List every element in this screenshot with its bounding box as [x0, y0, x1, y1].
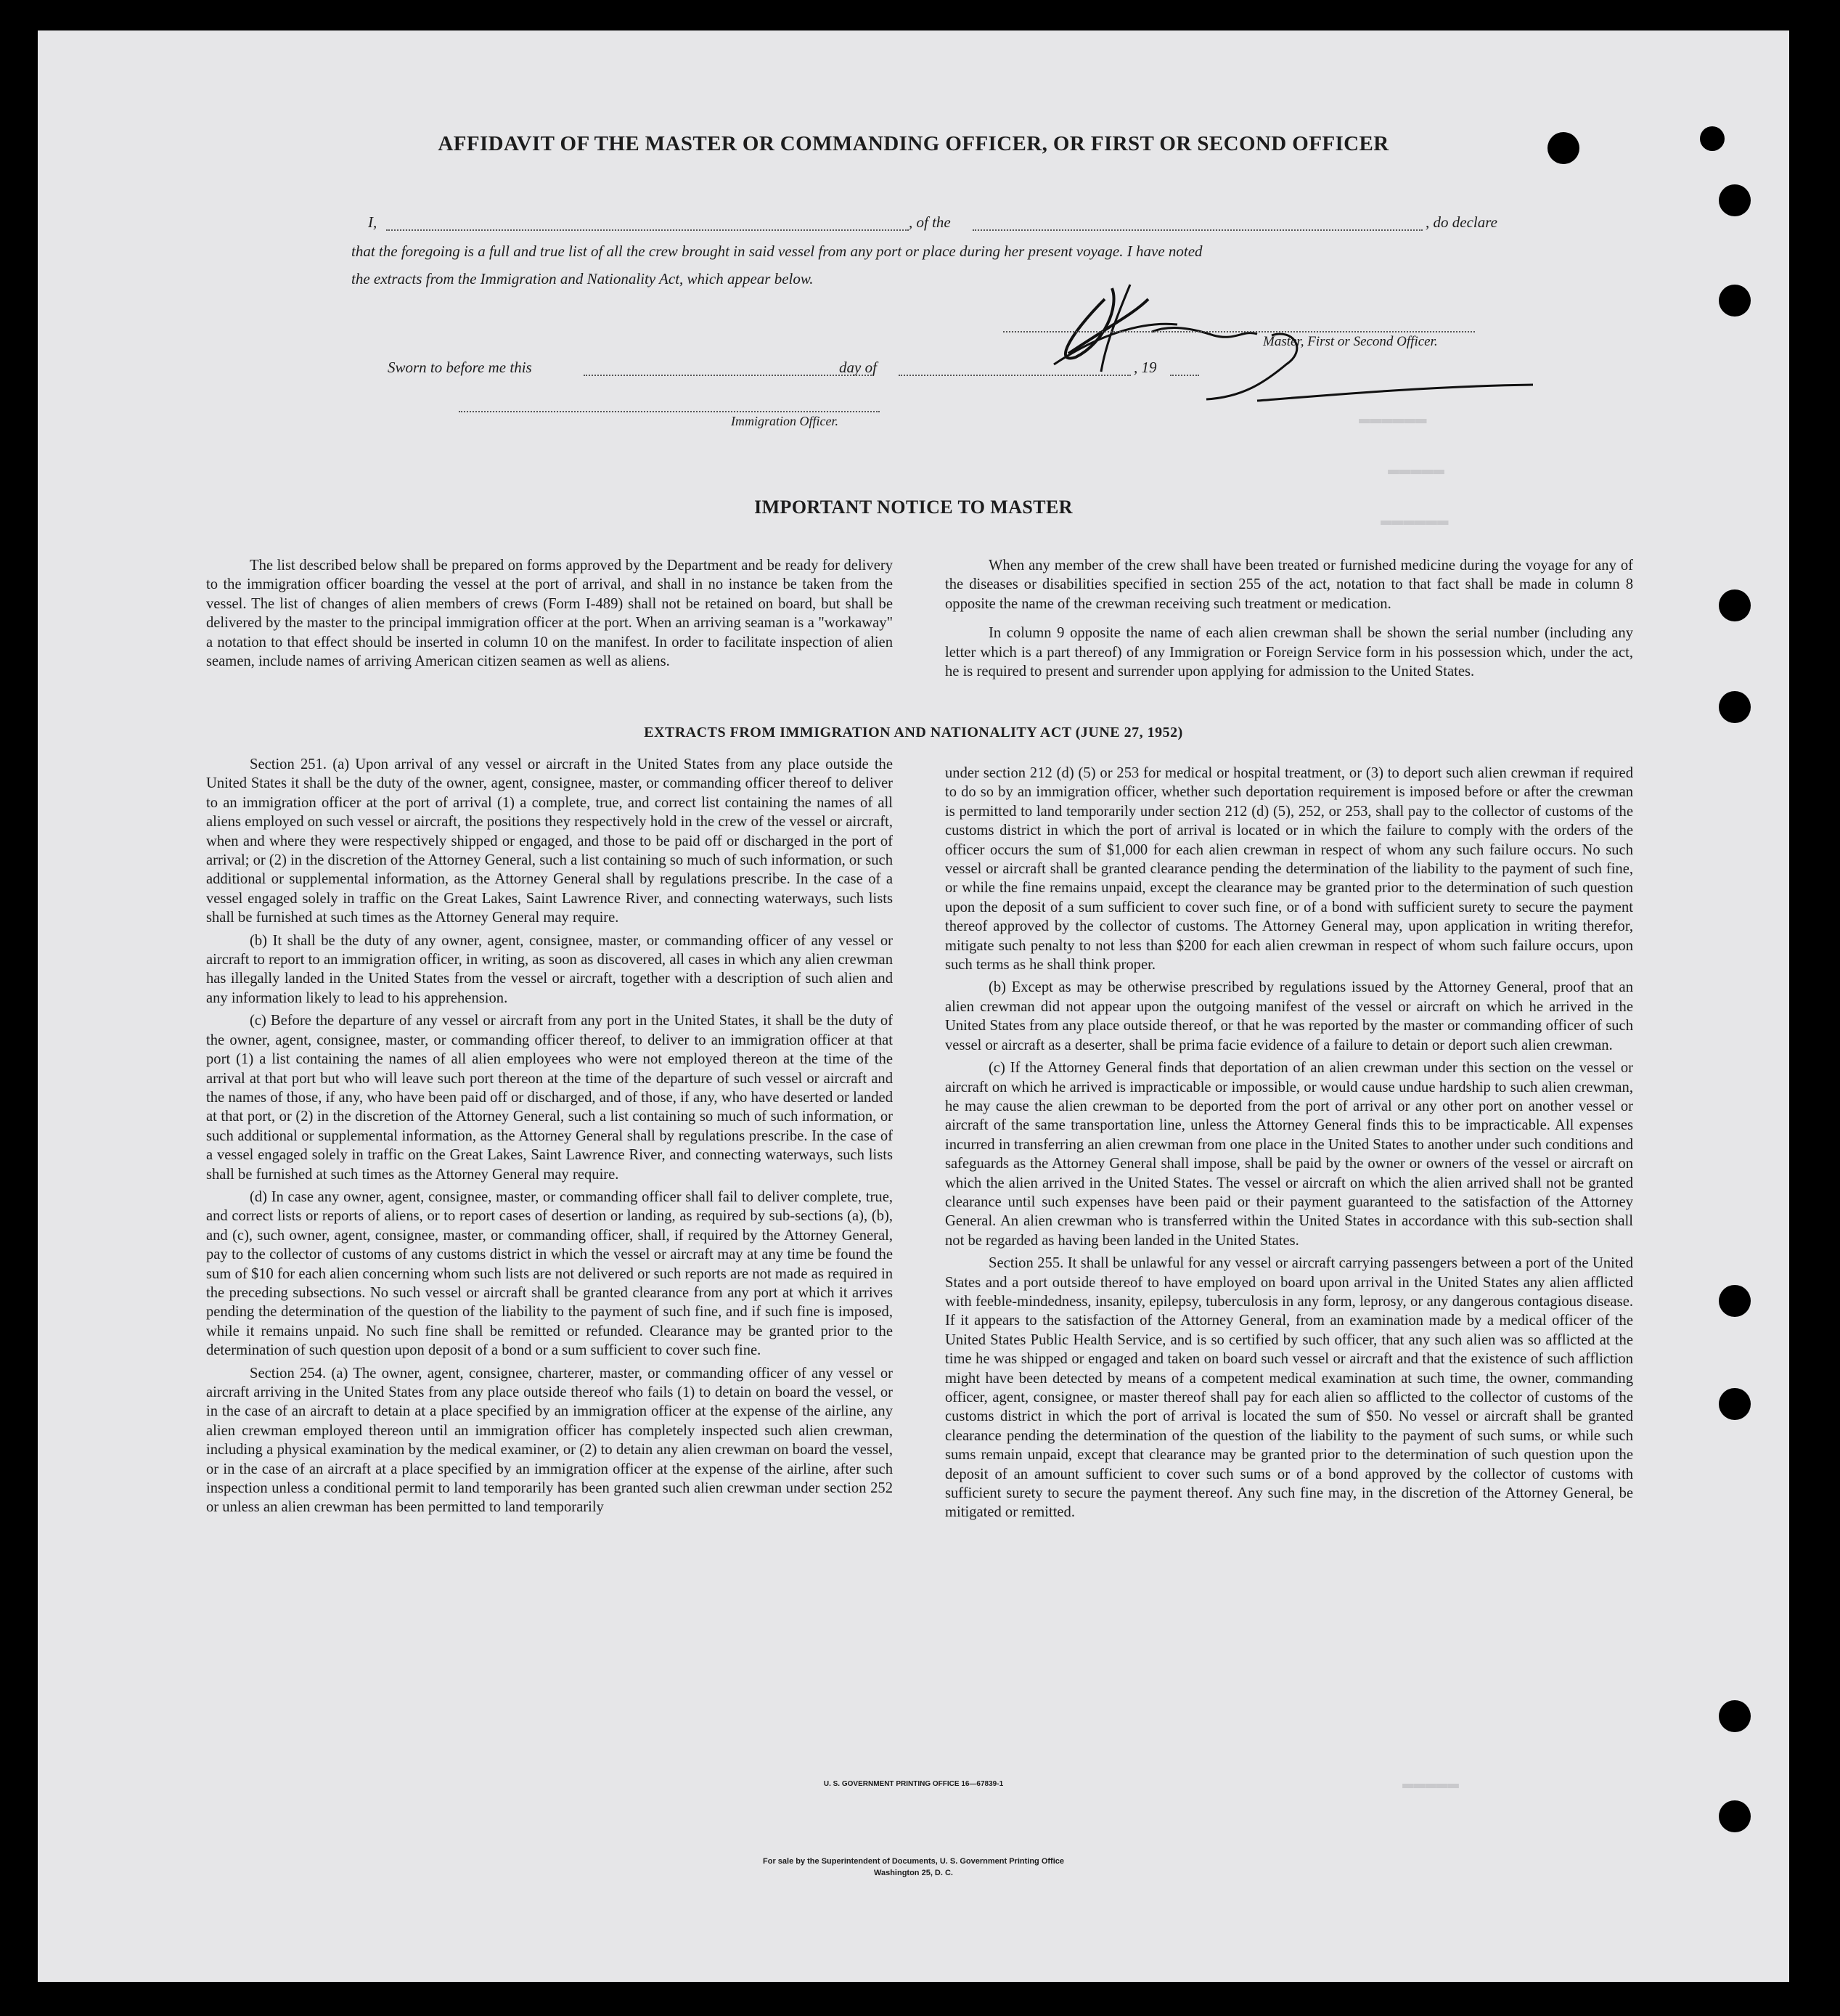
sworn-day-field-line[interactable] [584, 375, 874, 376]
extract-section-251a: Section 251. (a) Upon arrival of any vessel or aircraft in the United States from any place outside the United States it shall be the duty of the owner, agent, consignee, master, or commanding officer thereof to deliver to an immigration officer at the port of arrival (1) a complete, true, and correct list containing the names of all aliens employed on such vessel or aircraft, the positions they respectively hold in the crew of the vessel or aircraft, when and where they were respectively shipped or engaged, and those to be paid off or discharged in the port of arrival; or (2) in the discretion of the Attorney General, such a list containing so much of such information, or such additional or supplemental information, as the Attorney General shall by regulations prescribe. In the case of a vessel engaged solely in traffic on the Great Lakes, Saint Lawrence River, and connecting waterways, such lists shall be furnished at such times as the Attorney General may require. [206, 756, 893, 926]
notice-right-paragraph-1: When any member of the crew shall have been treated or furnished medicine during the voyage for any of the diseases or disabilities specified in section 255 of the act, notation to that fact shall be made in column 8 opposite the name of the crewman receiving such treatment or medication. [945, 558, 1633, 612]
immigration-officer-line[interactable] [459, 411, 880, 412]
extracts-title: EXTRACTS FROM IMMIGRATION AND NATIONALITY ACT (JUNE 27, 1952) [644, 725, 1183, 740]
affidavit-of-the-label: , of the [909, 213, 951, 231]
sworn-month-field-line[interactable] [899, 375, 1131, 376]
extract-section-254c: (c) If the Attorney General finds that deportation of an alien crewman under this section on the vessel or aircraft on which he arrived is impracticable or impossible, or would cause undue hardship to such alien crewman, he may cause the alien crewman to be deported from the port of arrival or any other port on another vessel or aircraft of the same transportation line, unless the Attorney General finds this to be impracticable. All expenses incurred in transferring an alien crewman from one place in the United States to another under such conditions and safeguards as the Attorney General shall impose, shall be paid by the owner or owners of the vessel or aircraft on which the alien arrived in the United States. The vessel or aircraft on which the alien arrived shall not be granted clearance until such expenses have been paid or their payment guaranteed to the satisfaction of the Attorney General. An alien crewman who is transferred within the United States in accordance with this sub-section shall not be regarded as having been landed in the United States. [945, 1060, 1633, 1249]
extract-section-255: Section 255. It shall be unlawful for any vessel or aircraft carrying passengers between a port of the United States and a port outside thereof to have employed on board upon arrival in the United States any alien afflicted with feeble-mindedness, insanity, epilepsy, tuberculosis in any form, leprosy, or any dangerous contagious disease. If it appears to the satisfaction of the Attorney General, from an examination made by a medical officer of the United States Public Health Service, and is so certified by such officer, that any such alien was so afflicted at the time he was shipped or engaged and taken on board such vessel or aircraft and that the existence of such affliction might have been detected by means of a competent medical examination at such time, the owner, commanding officer, agent, consignee, or master thereof shall pay for each alien so afflicted to the collector of customs of the customs district in which the port of arrival is located the sum of $50. No vessel or aircraft shall be granted clearance pending the determination of the question of the liability to the payment of such sums, or while such sums remain unpaid, except that clearance may be granted prior to the determination of such question upon the deposit of an amount sufficient to cover such sums or of a bond approved by the collector of customs with sufficient surety to secure the payment thereof. Any such fine may, in the discretion of the Attorney General, be mitigated or remitted. [945, 1255, 1633, 1521]
sworn-year-field-line[interactable] [1170, 375, 1199, 376]
extract-section-254a-cont: under section 212 (d) (5) or 253 for medical or hospital treatment, or (3) to deport such alien crewman if required to do so by an immigration officer, whether such deportation requirement is imposed before or after the crewman is permitted to land temporarily under section 212 (d) (5), 252, or 253, shall pay to the collector of customs of the customs district in which the port of arrival is located or in which the failure to comply with the orders of the officer occurs the sum of $1,000 for each alien crewman in respect of whom any such failure occurs. No such vessel or aircraft shall be granted clearance pending the determination of the liability to the payment of such fine, or while the fine remains unpaid, except the clearance may be granted prior to the determination of such question upon the deposit of a sum sufficient to cover such fine, or of a bond with sufficient surety to secure the payment thereof approved by the collector of customs. The Attorney General may, upon application in writing therefor, mitigate such penalty to not less than $200 for each alien crewman in respect of whom such failure occurs, upon such terms as he shall think proper. [945, 765, 1633, 974]
sale-notice-line2: Washington 25, D. C. [874, 1869, 953, 1877]
name-field-line[interactable] [386, 229, 909, 231]
punch-hole [1719, 691, 1751, 723]
notice-left-column [206, 556, 893, 674]
extracts-left-column [206, 755, 893, 1521]
punch-hole [1719, 1285, 1751, 1317]
punch-hole [1719, 1388, 1751, 1420]
punch-hole [1719, 1800, 1751, 1832]
master-officer-label: Master, First or Second Officer. [1263, 334, 1438, 349]
notice-right-column [945, 556, 1633, 685]
punch-hole [1719, 285, 1751, 317]
document-page [38, 30, 1789, 1982]
extract-section-251d: (d) In case any owner, agent, consignee, master, or commanding officer shall fail to deliver complete, true, and correct lists or reports of aliens, or to report cases of desertion or landing, as required by sub-sections (a), (b), and (c), such owner, agent, consignee, master, or commanding officer, shall, if required by the Attorney General, pay to the collector of customs of any customs district in which the vessel or aircraft may at any time be found the sum of $10 for each alien concerning whom such lists are not delivered or such reports are not made as required in the preceding subsections. No such vessel or aircraft shall be granted clearance from any port at which it arrives pending the determination of the question of the liability to the payment of such fine, and if such fine is imposed, while it remains unpaid. No such fine shall be remitted or refunded. Clearance may be granted prior to the determination of such question upon deposit of a bond or a sum sufficient to cover such fine. [206, 1188, 893, 1359]
affidavit-i-label: I, [368, 213, 377, 231]
bleed-through: ▬▬▬▬▬ [1402, 1773, 1460, 1795]
punch-hole [1719, 589, 1751, 621]
immigration-officer-label: Immigration Officer. [731, 414, 838, 428]
affidavit-statement-line3: the extracts from the Immigration and Nationality Act, which appear below. [351, 270, 814, 287]
vessel-field-line[interactable] [973, 229, 1423, 231]
gpo-imprint: U. S. GOVERNMENT PRINTING OFFICE 16—67839-1 [823, 1780, 1004, 1788]
extract-section-251b: (b) It shall be the duty of any owner, agent, consignee, master, or commanding officer of any vessel or aircraft to report to an immigration officer, in writing, as soon as discovered, all cases in which any alien crewman has illegally landed in the United States from the vessel or aircraft, together with a description of such alien and any information likely to lead to his apprehension. [206, 932, 893, 1006]
day-of-label: day of [839, 359, 877, 376]
sworn-label: Sworn to before me this [388, 359, 532, 376]
extracts-right-column [945, 764, 1633, 1526]
bleed-through: ▬▬▬▬▬▬ [1359, 408, 1427, 430]
extract-section-251c: (c) Before the departure of any vessel or aircraft from any port in the United States, it shall be the duty of the owner, agent, consignee, master, or commanding officer thereof, to deliver to an immigration officer at that port (1) a list containing the names of all alien employees who were not employed thereon at the time of the arrival at that port but who will leave such port thereon at the time of the departure of such vessel or aircraft and the names of those, if any, who have been paid off or discharged, and of those, if any, who have deserted or landed at that port, or (2) in the discretion of the Attorney General, such a list containing so much of such information, or such additional or supplemental information, as the Attorney General shall by regulations prescribe. In the case of a vessel engaged solely in traffic on the Great Lakes, Saint Lawrence River, and connecting waterways, such lists shall be furnished at such times as the Attorney General may require. [206, 1013, 893, 1183]
affidavit-declare-label: , do declare [1426, 213, 1497, 231]
extract-section-254a: Section 254. (a) The owner, agent, consignee, charterer, master, or commanding officer of any vessel or aircraft arriving in the United States from any place outside thereof who fails (1) to detain on board the vessel, or in the case of an aircraft to detain at a place specified by an immigration officer at the expense of the airline, any alien crewman employed thereon until an immigration officer has completely inspected such alien crewman, including a physical examination by the medical examiner, or (2) to detain any alien crewman on board the vessel, or in the case of an aircraft at a place specified by an immigration officer at the expense of the airline, after such inspection unless a conditional permit to land temporarily has been granted such alien crewman under section 252 or unless an alien crewman has been permitted to land temporarily [206, 1365, 893, 1516]
bleed-through: ▬▬▬▬▬▬ [1381, 510, 1449, 531]
punch-hole [1719, 184, 1751, 216]
notice-right-paragraph-2: In column 9 opposite the name of each alien crewman shall be shown the serial number (including any letter which is a part thereof) of any Immigration or Foreign Service form in his possession which, under the act, he is required to present and surrender upon applying for admission to the United States. [945, 625, 1633, 680]
signature-line[interactable] [1003, 331, 1475, 332]
notice-title: IMPORTANT NOTICE TO MASTER [754, 497, 1073, 518]
notice-left-paragraph: The list described below shall be prepared on forms approved by the Department and be ready for delivery to the immigration officer boarding the vessel at the port of arrival, and shall in no instance be taken from the vessel. The list of changes of alien members of crews (Form I-489) shall not be retained on board, but shall be delivered by the master to the principal immigration officer at the port. When an arriving seaman is a "workaway" a notation to that effect should be inserted in column 10 on the manifest. In order to facilitate inspection of alien seamen, include names of arriving American citizen seamen as well as aliens. [206, 558, 893, 670]
affidavit-title: AFFIDAVIT OF THE MASTER OR COMMANDING OFFICER, OR FIRST OR SECOND OFFICER [438, 132, 1389, 155]
bleed-through: ▬▬▬▬▬ [1388, 459, 1445, 481]
affidavit-statement-line2: that the foregoing is a full and true list of all the crew brought in said vessel from any port or place during her present voyage. I have noted [351, 242, 1203, 260]
year-label: , 19 [1134, 359, 1157, 376]
punch-hole [1719, 1700, 1751, 1732]
extract-section-254b: (b) Except as may be otherwise prescribed by regulations issued by the Attorney General, proof that an alien crewman did not appear upon the outgoing manifest of the vessel or aircraft on which he arrived in the United States from any place outside thereof, or that he was reported by the master or commanding officer of such vessel or aircraft as a deserter, shall be prima facie evidence of a failure to detain or deport such alien crewman. [945, 979, 1633, 1053]
sale-notice-line1: For sale by the Superintendent of Documents, U. S. Government Printing Office [763, 1857, 1064, 1866]
